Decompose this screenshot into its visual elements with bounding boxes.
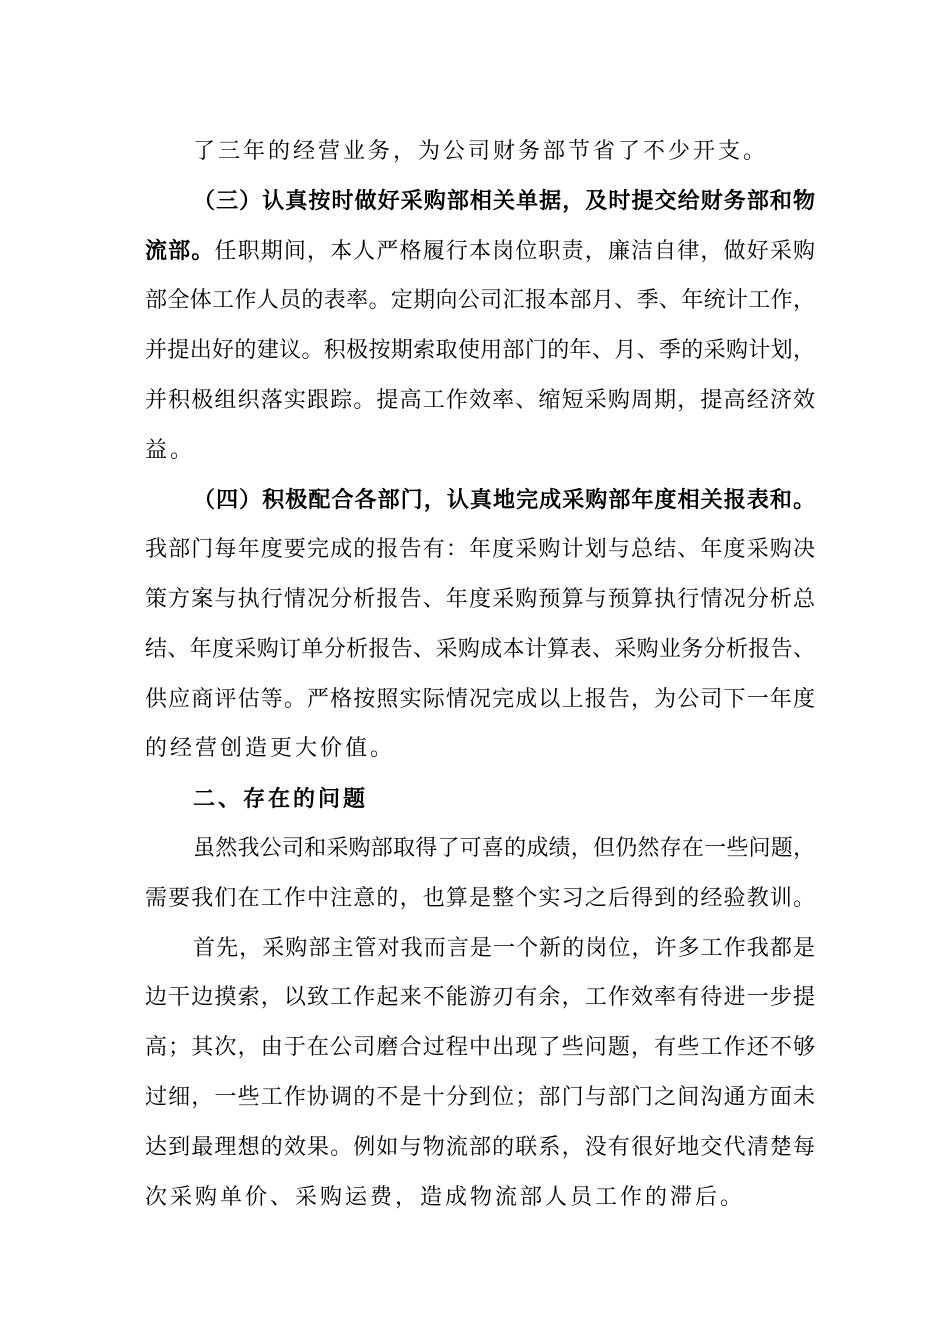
body-line — [145, 734, 815, 764]
text-run: 次采购单价、采购运费，造成物流部人员工作的滞后。 — [145, 1185, 746, 1210]
section-heading-2 — [193, 784, 815, 814]
text-run: 任职期间，本人严格履行本岗位职责，廉洁自律，做好采购 — [214, 239, 815, 264]
text-run: 首先，采购部主管对我而言是一个新的岗位，许多工作我都是 — [193, 936, 815, 961]
body-line — [145, 635, 815, 665]
text-run: 并积极组织落实跟踪。提高工作效率、缩短采购周期，提高经济效 — [145, 388, 815, 413]
body-line — [193, 934, 815, 964]
body-line — [145, 386, 815, 416]
text-run: 高；其次，由于在公司磨合过程中出现了些问题，有些工作还不够 — [145, 1035, 815, 1060]
body-line — [145, 286, 815, 316]
text-run: 供应商评估等。严格按照实际情况完成以上报告，为公司下一年度 — [145, 687, 815, 712]
body-line — [145, 1033, 815, 1063]
body-line — [145, 1183, 815, 1213]
heading-continuation: 流部。 — [145, 238, 215, 264]
body-line — [145, 535, 815, 565]
text-run: 二、存在的问题 — [193, 786, 369, 812]
text-run: 边干边摸索，以致工作起来不能游刃有余，工作效率有待进一步提 — [145, 985, 815, 1010]
body-line — [145, 336, 815, 366]
text-run: 了三年的经营业务，为公司财务部节省了不少开支。 — [193, 139, 769, 164]
text-run: 需要我们在工作中注意的，也算是整个实习之后得到的经验教训。 — [145, 886, 815, 911]
text-run: 我部门每年度要完成的报告有：年度采购计划与总结、年度采购决 — [145, 537, 815, 562]
text-run: 益。 — [145, 438, 196, 463]
body-line — [145, 436, 815, 466]
body-line — [145, 884, 815, 914]
body-line — [145, 983, 815, 1013]
text-run: 虽然我公司和采购部取得了可喜的成绩，但仍然存在一些问题， — [193, 836, 815, 861]
body-line — [145, 1133, 815, 1163]
section-heading-3 — [193, 186, 815, 216]
body-line — [145, 236, 815, 266]
text-run: （三）认真按时做好采购部相关单据，及时提交给财务部和物 — [193, 188, 815, 214]
body-line — [193, 137, 815, 167]
body-line — [145, 1083, 815, 1113]
body-line — [193, 834, 815, 864]
body-line — [145, 685, 815, 715]
text-run: 结、年度采购订单分析报告、采购成本计算表、采购业务分析报告、 — [145, 637, 815, 662]
text-run: 达到最理想的效果。例如与物流部的联系，没有很好地交代清楚每 — [145, 1135, 815, 1160]
text-run: 的经营创造更大价值。 — [145, 736, 396, 761]
text-run: （四）积极配合各部门，认真地完成采购部年度相关报表和。 — [193, 487, 815, 513]
text-run: 并提出好的建议。积极按期索取使用部门的年、月、季的采购计划， — [145, 338, 815, 363]
text-run: 策方案与执行情况分析报告、年度采购预算与预算执行情况分析总 — [145, 587, 815, 612]
section-heading-4 — [193, 485, 815, 515]
text-run: 部全体工作人员的表率。定期向公司汇报本部月、季、年统计工作， — [145, 288, 815, 313]
body-line — [145, 585, 815, 615]
text-run: 过细，一些工作协调的不是十分到位；部门与部门之间沟通方面未 — [145, 1085, 815, 1110]
